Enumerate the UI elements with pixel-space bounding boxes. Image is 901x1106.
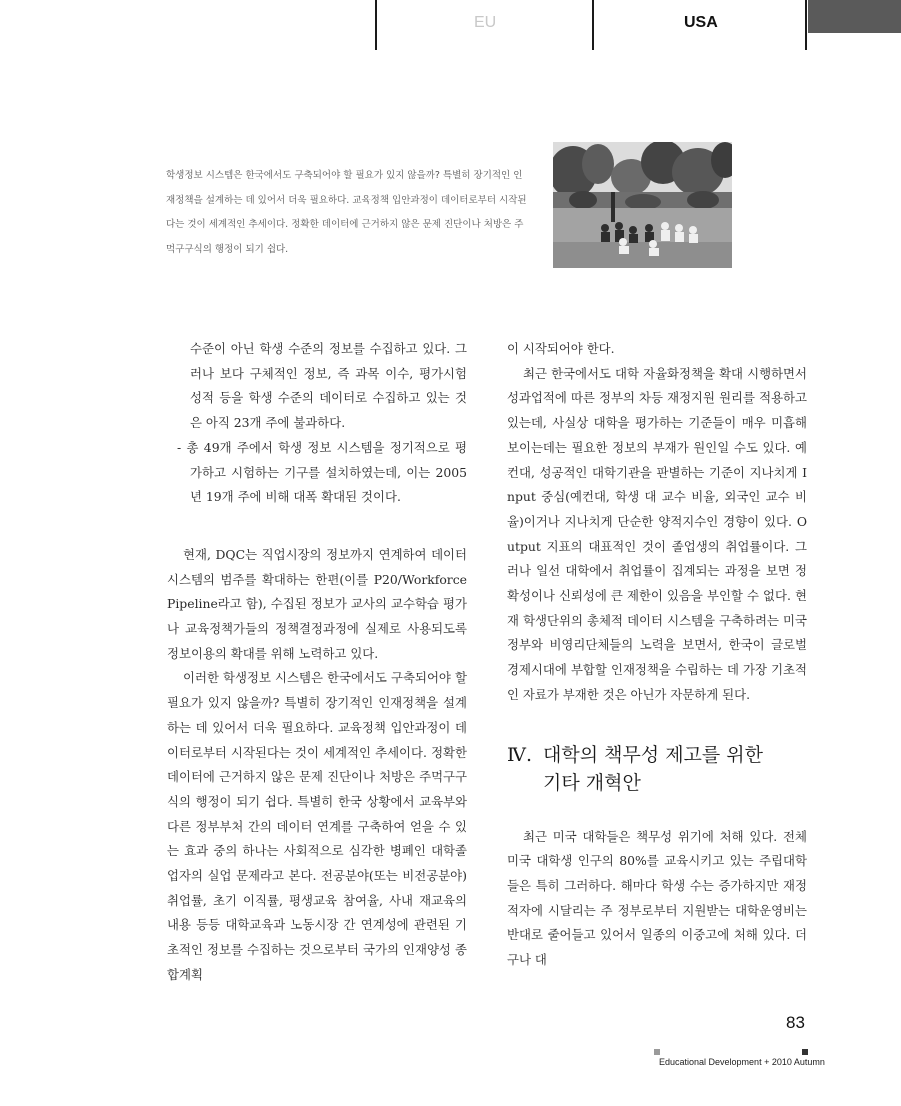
section-title-line1: 대학의 책무성 제고를 위한 bbox=[543, 743, 764, 766]
paragraph: 최근 미국 대학들은 책무성 위기에 처해 있다. 전체 미국 대학생 인구의 80%를 교육시키고 있는 주립대학들은 특히 그러하다. 해마다 학생 수는 증가하지만 재정적자에 시달리는 주 정부로부터 지원받는 대학운영비는 반대로 줄어들고 있어서 일종의 이중고에 처해 있다. 더구나 대 bbox=[507, 828, 807, 968]
paragraph: 이 시작되어야 한다. bbox=[507, 341, 615, 356]
tab-divider-middle bbox=[592, 0, 594, 50]
paragraph: 현재, DQC는 직업시장의 정보까지 연계하여 데이터 시스템의 범주를 확대하는 한편(이를 P20/Workforce Pipeline라고 함), 수집된 정보가 교사의 교수학습 평가나 교육정책가들의 정책결정과정에 실제로 사용되도록 정보이용의 확대를 위해 노력하고 있다. bbox=[167, 546, 467, 661]
paragraph: 최근 한국에서도 대학 자율화정책을 확대 시행하면서 성과업적에 따른 정부의 차등 재정지원 원리를 적용하고 있는데, 사실상 대학을 평가하는 기준들이 매우 미흡해 보이는데는 필요한 정보의 부재가 원인일 수도 있다. 예컨대, 성공적인 대학기관을 판별하는 기준이 지나치게 Input 중심(예컨대, 학생 대 교수 비율, 외국인 교수 비율)이거나 지나치게 단순한 양적지수인 경향이 있다. Output 지표의 대표적인 것이 졸업생의 취업률이다. 그러나 일선 대학에서 취업률이 집계되는 과정을 보면 정확성이나 신뢰성에 큰 제한이 있음을 부인할 수 없다. 현재 학생단위의 총체적 데이터 시스템을 구축하려는 미국 정부와 비영리단체들의 노력을 보면서, 한국이 글로벌 경제시대에 부합할 인재정책을 수립하는 데 가장 기초적인 자료가 부재한 것은 아닌가 자문하게 된다. bbox=[507, 365, 807, 702]
footer-square-icon bbox=[802, 1049, 808, 1055]
page-number: 83 bbox=[786, 1013, 805, 1032]
paragraph: 이러한 학생정보 시스템은 한국에서도 구축되어야 할 필요가 있지 않을까? 특별히 장기적인 인재정책을 설계하는 데 있어서 더욱 필요하다. 교육정책 입안과정이 데이터로부터 시작된다는 것이 세계적인 추세이다. 정확한 데이터에 근거하지 않은 문제 진단이나 처방은 주먹구구식의 행정이 되기 쉽다. 특별히 한국 상황에서 교육부와 다른 정부부처 간의 데이터 연계를 구축하여 얻을 수 있는 효과 중의 하나는 사회적으로 심각한 병폐인 대학졸업자의 실업 문제라고 본다. 전공분야(또는 비전공분야) 취업률, 초기 이직률, 평생교육 참여율, 사내 재교육의 내용 등등 대학교육과 노동시장 간 연계성에 관련된 기초적인 정보를 수집하는 것으로부터 국가의 인재양성 종합계획 bbox=[167, 670, 467, 982]
section-heading bbox=[507, 741, 807, 797]
footer-publication: Educational Development + 2010 Autumn bbox=[659, 1057, 825, 1067]
list-item: - 총 49개 주에서 학생 정보 시스템을 정기적으로 평가하고 시험하는 기구를 설치하였는데, 이는 2005년 19개 주에 비해 대폭 확대된 것이다. bbox=[177, 439, 467, 505]
pull-quote: 학생정보 시스템은 한국에서도 구축되어야 할 필요가 있지 않을까? 특별히 장기적인 인재정책을 설계하는 데 있어서 더욱 필요하다. 교육정책 입안과정이 데이터로부터 시작된다는 것이 세계적인 추세이다. 정확한 데이터에 근거하지 않은 문제 진단이나 처방은 주먹구구식의 행정이 되기 쉽다. bbox=[166, 170, 527, 255]
section-title-line2: 기타 개혁안 bbox=[543, 771, 641, 794]
section-number: Ⅳ. bbox=[507, 743, 533, 766]
tab-eu[interactable]: EU bbox=[474, 14, 497, 31]
tab-divider-left bbox=[375, 0, 377, 50]
corner-block bbox=[808, 0, 901, 33]
paragraph: 수준이 아닌 학생 수준의 정보를 수집하고 있다. 그러나 보다 구체적인 정보, 즉 과목 이수, 평가시험 성적 등을 학생 수준의 데이터로 수집하고 있는 것은 아직 23개 주에 불과하다. bbox=[190, 341, 467, 431]
right-column bbox=[507, 337, 807, 973]
footer-square-icon bbox=[654, 1049, 660, 1055]
tab-divider-right bbox=[805, 0, 807, 50]
campus-photo bbox=[553, 142, 732, 268]
left-column bbox=[167, 337, 467, 988]
tab-usa[interactable]: USA bbox=[684, 14, 718, 31]
